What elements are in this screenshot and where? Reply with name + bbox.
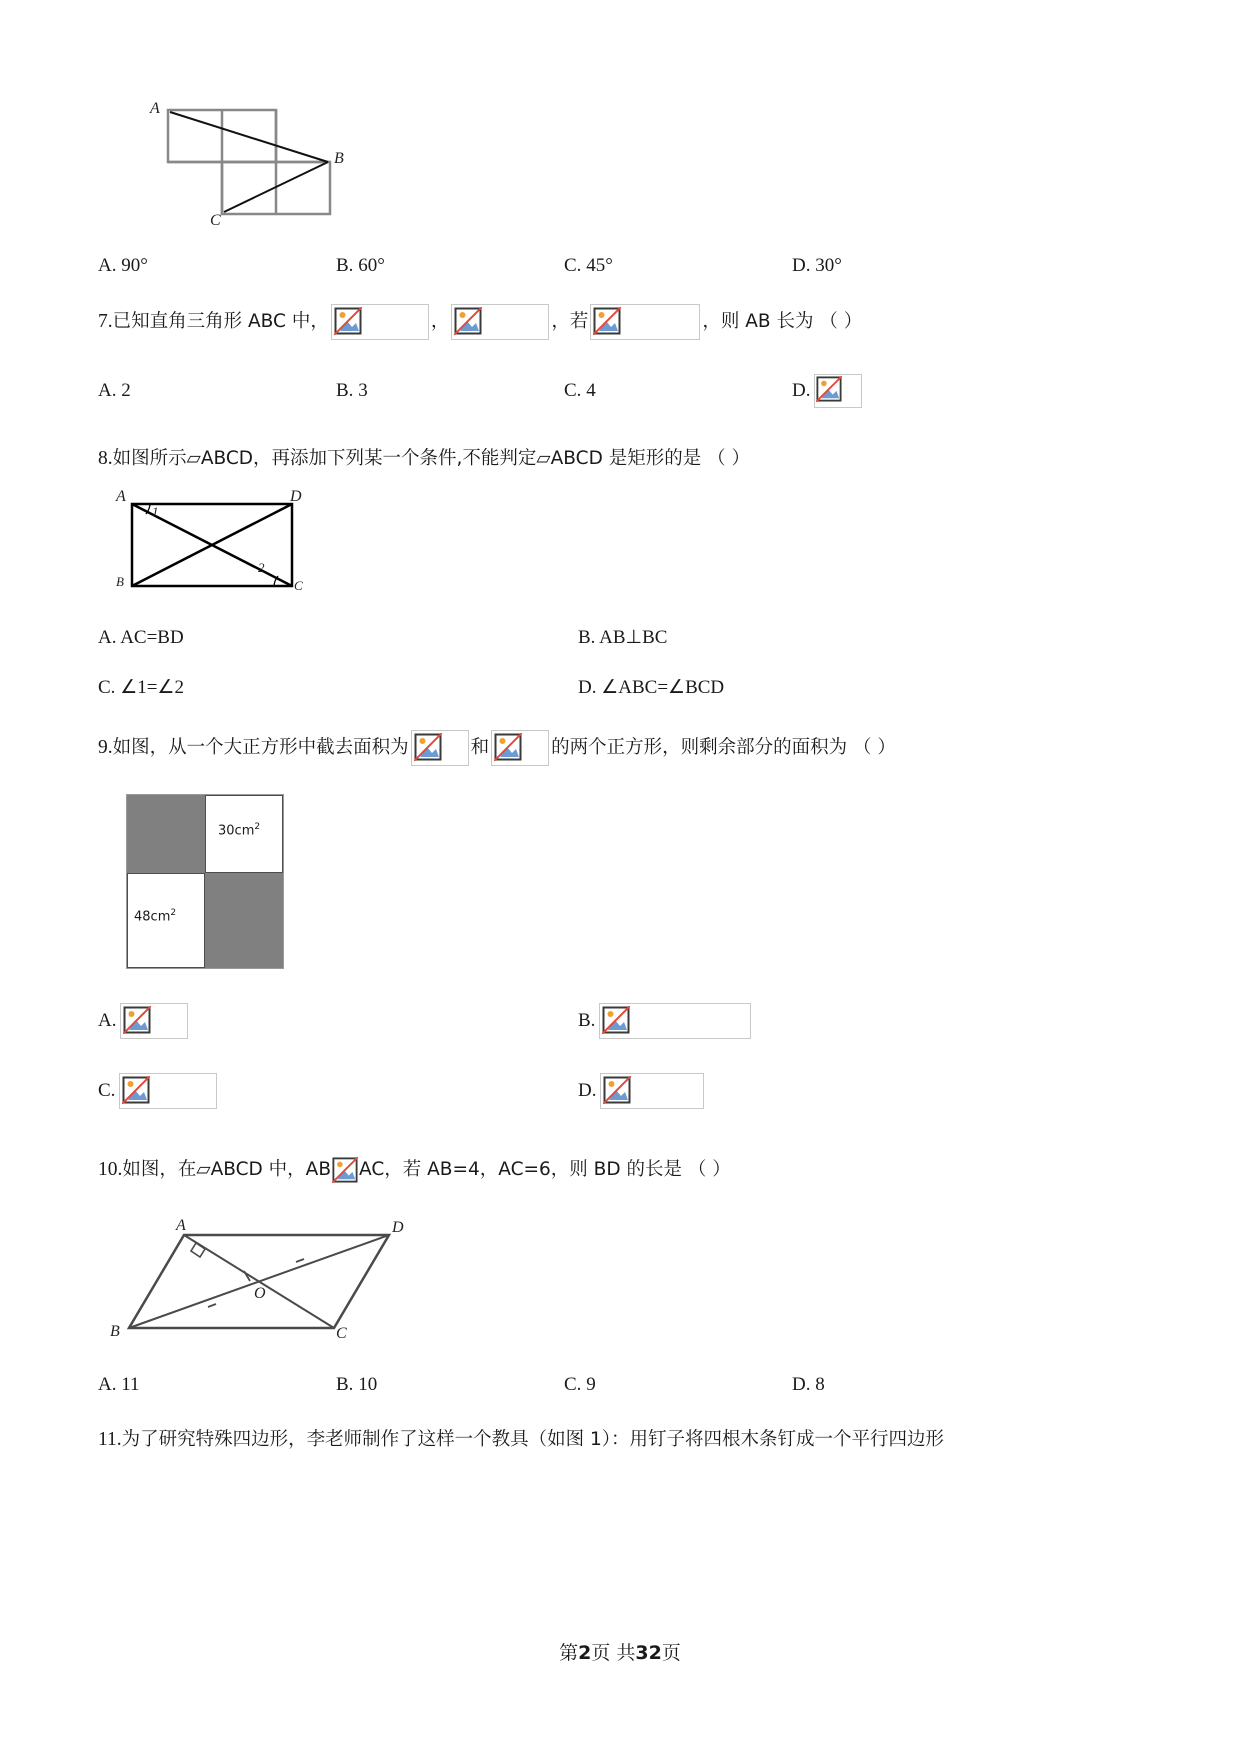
q6-option-c-text: 45° bbox=[586, 255, 613, 276]
broken-image-icon bbox=[334, 307, 362, 335]
q10-label-d: D bbox=[392, 1219, 404, 1236]
q9-option-d-key: D. bbox=[578, 1080, 597, 1101]
broken-image-icon bbox=[494, 733, 522, 761]
q6-option-c-key: C. bbox=[564, 255, 582, 276]
broken-image-icon bbox=[602, 1006, 630, 1034]
q10-formula-image[interactable] bbox=[332, 1157, 358, 1183]
broken-image-icon bbox=[122, 1076, 150, 1104]
q10-label-b: B bbox=[110, 1323, 120, 1340]
q9-label-30cm2: $30cm^2$ bbox=[218, 822, 261, 839]
q10-option-d[interactable] bbox=[792, 1371, 1020, 1399]
q9-option-b-key: B. bbox=[578, 1010, 596, 1031]
q7-formula-image-2[interactable] bbox=[451, 304, 549, 340]
q9-cell-top-left bbox=[127, 795, 205, 873]
question-9-figure bbox=[126, 794, 284, 969]
q8-label-d: D bbox=[290, 488, 302, 505]
broken-image-icon bbox=[816, 376, 842, 402]
footer-page-total: 32 bbox=[635, 1642, 662, 1664]
q10-option-d-text: 8 bbox=[815, 1374, 825, 1395]
q8-option-a[interactable] bbox=[98, 624, 578, 652]
q8-option-b[interactable] bbox=[578, 624, 667, 652]
broken-image-icon bbox=[123, 1006, 151, 1034]
q8-option-d[interactable] bbox=[578, 674, 724, 702]
q10-option-a-key: A. bbox=[98, 1374, 117, 1395]
q10-label-c: C bbox=[336, 1325, 347, 1342]
q8-text: 如图所示▱ABCD，再添加下列某一个条件,不能判定▱ABCD 是矩形的是 （ ） bbox=[112, 448, 750, 469]
q7-option-b-key: B. bbox=[336, 380, 354, 401]
q6-option-a-text: 90° bbox=[121, 255, 148, 276]
broken-image-icon bbox=[332, 1157, 358, 1183]
q9-formula-image-1[interactable] bbox=[411, 730, 469, 766]
question-10-options bbox=[98, 1371, 1142, 1399]
q10-parallelogram-svg bbox=[104, 1213, 434, 1353]
q7-text-4: ，则 AB 长为 （ ） bbox=[702, 311, 863, 332]
q7-option-c-text: 4 bbox=[586, 380, 596, 401]
q6-label-c: C bbox=[210, 212, 221, 229]
question-10-stem bbox=[98, 1155, 1142, 1185]
q8-angle-1: 1 bbox=[152, 504, 159, 519]
broken-image-icon bbox=[593, 307, 621, 335]
q9-option-b[interactable] bbox=[578, 1003, 751, 1039]
q7-option-d-image[interactable] bbox=[814, 374, 862, 408]
question-7-options bbox=[98, 374, 1142, 408]
q8-angle-2: 2 bbox=[258, 560, 265, 575]
footer-middle: 页 共 bbox=[591, 1642, 636, 1664]
q9-option-c-image[interactable] bbox=[119, 1073, 217, 1109]
q10-option-a[interactable] bbox=[98, 1371, 336, 1399]
q9-text-1: 如图，从一个大正方形中截去面积为 bbox=[112, 737, 409, 758]
question-6-options bbox=[98, 252, 1142, 280]
broken-image-icon bbox=[454, 307, 482, 335]
q9-text-2: 和 bbox=[470, 737, 490, 758]
q9-option-a[interactable] bbox=[98, 1003, 578, 1039]
q8-option-a-text: AC=BD bbox=[120, 627, 184, 648]
q8-option-c[interactable] bbox=[98, 674, 578, 702]
q6-option-d-text: 30° bbox=[815, 255, 842, 276]
q9-cell-bottom-left bbox=[127, 873, 205, 968]
question-8-options-row-1 bbox=[98, 624, 1142, 652]
q6-option-a[interactable] bbox=[98, 252, 336, 280]
q7-text-1: 已知直角三角形 ABC 中， bbox=[112, 311, 329, 332]
q9-option-b-image[interactable] bbox=[599, 1003, 751, 1039]
q10-option-b-text: 10 bbox=[358, 1374, 378, 1395]
q10-text-2: AC，若 AB=4，AC=6，则 BD 的长是 （ ） bbox=[359, 1159, 731, 1180]
q8-option-a-key: A. bbox=[98, 627, 117, 648]
q9-option-a-key: A. bbox=[98, 1010, 117, 1031]
q7-option-d-key: D. bbox=[792, 380, 811, 401]
q10-text-1: 如图，在▱ABCD 中，AB bbox=[122, 1159, 332, 1180]
q9-text-3: 的两个正方形，则剩余部分的面积为 （ ） bbox=[551, 737, 896, 758]
q7-option-a-text: 2 bbox=[121, 380, 131, 401]
q9-cell-top-right bbox=[205, 795, 283, 873]
q7-option-c[interactable] bbox=[564, 377, 792, 405]
q7-formula-image-1[interactable] bbox=[331, 304, 429, 340]
q8-option-c-key: C. bbox=[98, 677, 116, 698]
q9-option-c[interactable] bbox=[98, 1073, 578, 1109]
q11-text: 为了研究特殊四边形，李老师制作了这样一个教具（如图 1）：用钉子将四根木条钉成一个平行四边形 bbox=[121, 1429, 945, 1450]
q9-option-c-key: C. bbox=[98, 1080, 116, 1101]
broken-image-icon bbox=[603, 1076, 631, 1104]
page-footer bbox=[0, 1638, 1240, 1665]
q10-option-c[interactable] bbox=[564, 1371, 792, 1399]
q10-option-b[interactable] bbox=[336, 1371, 564, 1399]
q6-label-a: A bbox=[150, 100, 160, 117]
q9-option-a-image[interactable] bbox=[120, 1003, 188, 1039]
question-9-stem bbox=[98, 730, 1142, 766]
q7-number: 7. bbox=[98, 311, 113, 332]
question-8-options-row-2 bbox=[98, 674, 1142, 702]
q10-option-b-key: B. bbox=[336, 1374, 354, 1395]
q7-text-3: ，若 bbox=[551, 311, 589, 332]
q6-option-a-key: A. bbox=[98, 255, 117, 276]
q9-label-48cm2: $48cm^2$ bbox=[134, 907, 177, 925]
q10-option-d-key: D. bbox=[792, 1374, 811, 1395]
page-content bbox=[98, 40, 1142, 1455]
q10-number: 10. bbox=[98, 1159, 123, 1180]
q8-option-d-text: ∠ABC=∠BCD bbox=[601, 677, 725, 698]
question-9-options-row-2 bbox=[98, 1073, 1142, 1109]
question-11-stem bbox=[98, 1425, 1142, 1455]
q9-option-d[interactable] bbox=[578, 1073, 704, 1109]
q9-formula-image-2[interactable] bbox=[491, 730, 549, 766]
q6-option-b-key: B. bbox=[336, 255, 354, 276]
q7-option-b-text: 3 bbox=[358, 380, 368, 401]
q9-option-d-image[interactable] bbox=[600, 1073, 704, 1109]
q8-number: 8. bbox=[98, 448, 113, 469]
q11-number: 11. bbox=[98, 1429, 122, 1450]
footer-suffix: 页 bbox=[661, 1642, 681, 1664]
q6-option-c[interactable] bbox=[564, 252, 792, 280]
q7-option-d[interactable] bbox=[792, 374, 1020, 408]
q8-option-c-text: ∠1=∠2 bbox=[120, 677, 184, 698]
q9-number: 9. bbox=[98, 737, 113, 758]
q6-option-d[interactable] bbox=[792, 252, 1020, 280]
question-8-stem bbox=[98, 444, 1142, 474]
q8-rectangle-svg bbox=[108, 486, 348, 606]
q8-option-b-key: B. bbox=[578, 627, 596, 648]
q6-option-d-key: D. bbox=[792, 255, 811, 276]
broken-image-icon bbox=[414, 733, 442, 761]
q7-text-2: ， bbox=[430, 311, 450, 332]
q8-option-d-key: D. bbox=[578, 677, 597, 698]
question-7-stem bbox=[98, 304, 1142, 340]
footer-page-number: 2 bbox=[578, 1642, 592, 1664]
q8-label-c: C bbox=[294, 578, 303, 593]
q6-option-b[interactable] bbox=[336, 252, 564, 280]
question-10-figure bbox=[104, 1213, 434, 1353]
question-8-figure bbox=[108, 486, 348, 606]
q10-option-c-key: C. bbox=[564, 1374, 582, 1395]
q7-option-b[interactable] bbox=[336, 377, 564, 405]
footer-prefix: 第 bbox=[559, 1642, 579, 1664]
q6-grid-svg bbox=[126, 88, 386, 228]
q7-option-c-key: C. bbox=[564, 380, 582, 401]
q6-label-b: B bbox=[334, 150, 344, 167]
q10-label-o: O bbox=[254, 1285, 266, 1302]
q7-formula-image-3[interactable] bbox=[590, 304, 700, 340]
q10-label-a: A bbox=[176, 1217, 186, 1234]
q8-label-b: B bbox=[116, 574, 124, 589]
q8-label-a: A bbox=[116, 488, 126, 505]
q8-option-b-text: AB⊥BC bbox=[599, 627, 668, 648]
q9-cell-bottom-right bbox=[205, 873, 283, 968]
question-9-options-row-1 bbox=[98, 1003, 1142, 1039]
question-6-figure bbox=[126, 88, 386, 228]
q10-option-a-text: 11 bbox=[121, 1374, 140, 1395]
q7-option-a-key: A. bbox=[98, 380, 117, 401]
q7-option-a[interactable] bbox=[98, 377, 336, 405]
q6-option-b-text: 60° bbox=[358, 255, 385, 276]
q10-option-c-text: 9 bbox=[586, 1374, 596, 1395]
